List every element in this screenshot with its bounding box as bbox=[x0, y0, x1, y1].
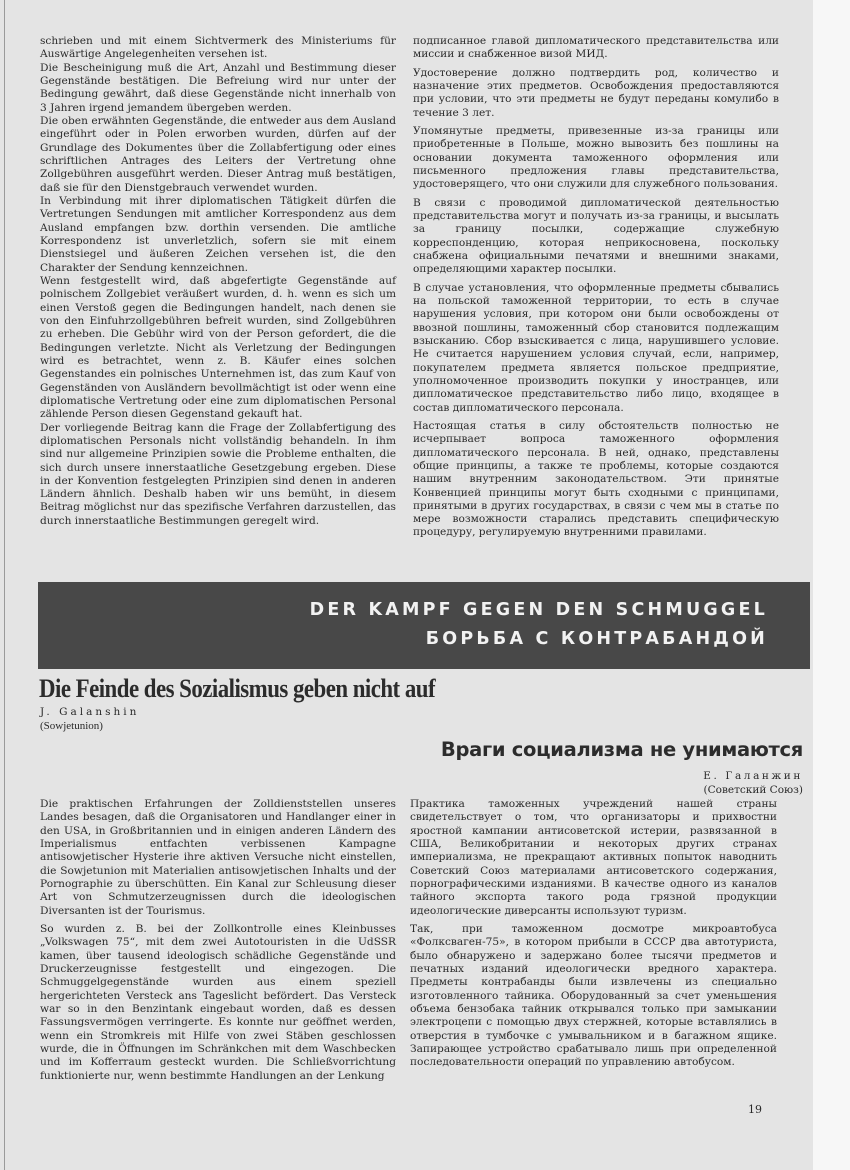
article-german-column bbox=[40, 798, 396, 1083]
paragraph: Упомянутые предметы, привезенные из-за границы или приобретенные в Польше, можно вывозить без пошлины на основании документа таможенного оформления или письменного предложения главы представительства, удостоверящего, что они служили для служебного пользования. bbox=[413, 124, 779, 191]
paragraph: Так, при таможенном досмотре микроавтобуса «Фолксваген-75», в котором прибыли в СССР два автотуриста, было обнаружено и задержано более тысячи предметов и печатных изданий идеологически вредного характера. Предметы контрабанды были извлечены из специально изготовленного тайника. Оборудованный за счет уменьшения объема бензобака тайник открывался только при замыкании электроцепи с помощью двух стержней, которые вставлялись в отверстия в тумбочке с умывальником и в багажном ящике. Запирающее устройство срабатывало лишь при определенной последовательности операций по управлению автобусом. bbox=[410, 922, 777, 1069]
page-left-edge bbox=[4, 0, 5, 1170]
article-title-german: Die Feinde des Sozialismus geben nicht auf bbox=[39, 674, 436, 703]
paragraph: Die oben erwähnten Gegenstände, die entweder aus dem Ausland eingeführt oder in Polen erworben wurden, dürfen auf der Grundlage des Dokumentes über die Zollabfertigung oder eines schriftlichen Antrages des Leiters der Vertretung ohne Zollgebühren ausgeführt werden. Dieser Antrag muß bestätigen, daß sie für den Dienstgebrauch verwendet wurden. bbox=[40, 114, 396, 194]
banner-title-russian: БОРЬБА С КОНТРАБАНДОЙ bbox=[425, 629, 768, 649]
paragraph: Удостоверение должно подтвердить род, количество и назначение этих предметов. Освобождения предоставляются при условии, что эти предметы не будут переданы комулибо в течение 3 лет. bbox=[413, 66, 779, 119]
top-russian-column bbox=[413, 35, 779, 540]
paragraph: В связи с проводимой дипломатической деятельностью представительства могут и получать из-за границы, и высылать за границу посылки, содержащие служебную корреспонденцию, которая неприкосновена, поскольку снабжена официальными печатями и внешними знаками, определяющими характер посылки. bbox=[413, 196, 779, 276]
author-german: J. Galanshin bbox=[40, 706, 140, 718]
paragraph: Der vorliegende Beitrag kann die Frage der Zollabfertigung des diplomatischen Personals nicht vollständig behandeln. In ihm sind nur allgemeine Prinzipien sowie die Probleme enthalten, die sich durch unsere innerstaatliche Gesetzgebung ergeben. Diese in der Konvention festgelegten Prinzipien sind denen in anderen Ländern ähnlich. Deshalb haben wir uns bemüht, in diesem Beitrag möglichst nur das spezifische Verfahren darzustellen, das durch innerstaatliche Bestimmungen geregelt wird. bbox=[40, 421, 396, 527]
paragraph: So wurden z. B. bei der Zollkontrolle eines Kleinbusses „Volkswagen 75“, mit dem zwei Autotouristen in die UdSSR kamen, über tausend ideologisch schädliche Gegenstände und Druckerzeugnisse festgestellt und eingezogen. Die Schmuggelgegenstände wurden aus einem speziell hergerichteten Versteck ans Tageslicht befördert. Das Versteck war so in den Benzintank eingebaut worden, daß es dessen Fassungsvermögen verringerte. Es konnte nur geöffnet werden, wenn ein Stromkreis mit Hilfe von zwei Stäben geschlossen wurde, die in Öffnungen im Schränkchen mit dem Waschbecken und im Kofferraum gesteckt wurden. Die Schließvorrichtung funktionierte nur, wenn bestimmte Handlungen an der Lenkung bbox=[40, 922, 396, 1082]
paragraph: Настоящая статья в силу обстоятельств полностью не исчерпывает вопроса таможенного оформления дипломатического персонала. В ней, однако, представлены общие принципы, а также те проблемы, которые создаются нашим внутренним законодательством. Эти принятые Конвенцией принципы могут быть сходными с принципами, принятыми в других государствах, в связи с чем мы в статье по мере возможности старались представить специфическую процедуру, регулируемую внутренними правилами. bbox=[413, 419, 779, 539]
paragraph: schrieben und mit einem Sichtvermerk des Ministeriums für Auswärtige Angelegenheiten versehen ist. bbox=[40, 35, 396, 61]
affiliation-russian: (Советский Союз) bbox=[703, 784, 803, 796]
author-russian: Е. Галанжин bbox=[703, 770, 803, 782]
paragraph: Die Bescheinigung muß die Art, Anzahl und Bestimmung dieser Gegenstände bestätigen. Die Befreiung wird nur unter der Bedingung gewährt, daß diese Gegenstände nicht innerhalb von 3 Jahren irgend jemandem übergeben werden. bbox=[40, 61, 396, 114]
affiliation-german: (Sowjetunion) bbox=[40, 720, 103, 732]
paragraph: Практика таможенных учреждений нашей страны свидетельствует о том, что организаторы и прихвостни яростной кампании антисоветской истерии, развязанной в США, Великобритании и некоторых других странах империализма, не прекращают активных попыток наводнить Советский Союз материалами антисоветского содержания, порнографическими изданиями. В качестве одного из каналов тайного экспорта такого рода грязной продукции идеологические диверсанты используют туризм. bbox=[410, 798, 777, 917]
article-russian-column bbox=[410, 798, 777, 1070]
banner-title-german: DER KAMPF GEGEN DEN SCHMUGGEL bbox=[309, 600, 768, 620]
top-german-column bbox=[40, 35, 396, 528]
paragraph: Die praktischen Erfahrungen der Zolldienststellen unseres Landes besagen, daß die Organisatoren und Handlanger einer in den USA, in Großbritannien und in einigen anderen Ländern des Imperialismus entfachten verbissenen Kampagne antisowjetischer Hysterie ihre aktiven Versuche nicht einstellen, die Sowjetunion mit Materialien antisowjetischen Inhalts und der Pornographie zu überschütten. Ein Kanal zur Schleusung dieser Art von Schmutzerzeugnissen durch die ideologischen Diversanten ist der Tourismus. bbox=[40, 798, 396, 917]
article-title-russian: Враги социализма не унимаются bbox=[440, 738, 803, 761]
page-number: 19 bbox=[748, 1103, 762, 1116]
page-binding-margin bbox=[813, 0, 850, 1170]
paragraph: подписанное главой дипломатического представительства или миссии и снабженное визой МИД. bbox=[413, 35, 779, 61]
section-banner bbox=[38, 582, 810, 669]
paragraph: In Verbindung mit ihrer diplomatischen Tätigkeit dürfen die Vertretungen Sendungen mit amtlicher Korrespondenz aus dem Ausland empfangen bzw. dorthin versenden. Die amtliche Korrespondenz ist unverletzlich, sofern sie mit einem Dienstsiegel und äußeren Zeichen versehen ist, die den Charakter der Sendung kennzeichnen. bbox=[40, 194, 396, 274]
paragraph: В случае установления, что оформленные предметы сбывались на польской таможенной территории, то есть в случае нарушения условия, при котором они были освобождены от ввозной пошлины, таможенный сбор становится подлежащим взысканию. Сбор взыскивается с лица, нарушившего условие. Не считается нарушением условия случай, если, например, покупателем предмета является польское предприятие, уполномоченное производить покупки у иностранцев, или дипломатическое представительство либо лицо, входящее в состав дипломатического персонала. bbox=[413, 281, 779, 414]
paragraph: Wenn festgestellt wird, daß abgefertigte Gegenstände auf polnischem Zollgebiet veräußert wurden, d. h. wenn es sich um einen Verstoß gegen die Bedingungen handelt, nach denen sie von den Einfuhrzollgebühren befreit wurden, sind Zollgebühren zu erheben. Die Gebühr wird von der Person gefordert, die die Bedingungen verletzte. Nicht als Verletzung der Bedingungen wird es betrachtet, wenn z. B. Käufer eines solchen Gegenstandes ein polnisches Unternehmen ist, das zum Kauf von Gegenständen von Ausländern bevollmächtigt ist oder wenn eine diplomatische Vertretung oder eine zum diplomatischen Personal zählende Person diesen Gegenstand gekauft hat. bbox=[40, 274, 396, 421]
